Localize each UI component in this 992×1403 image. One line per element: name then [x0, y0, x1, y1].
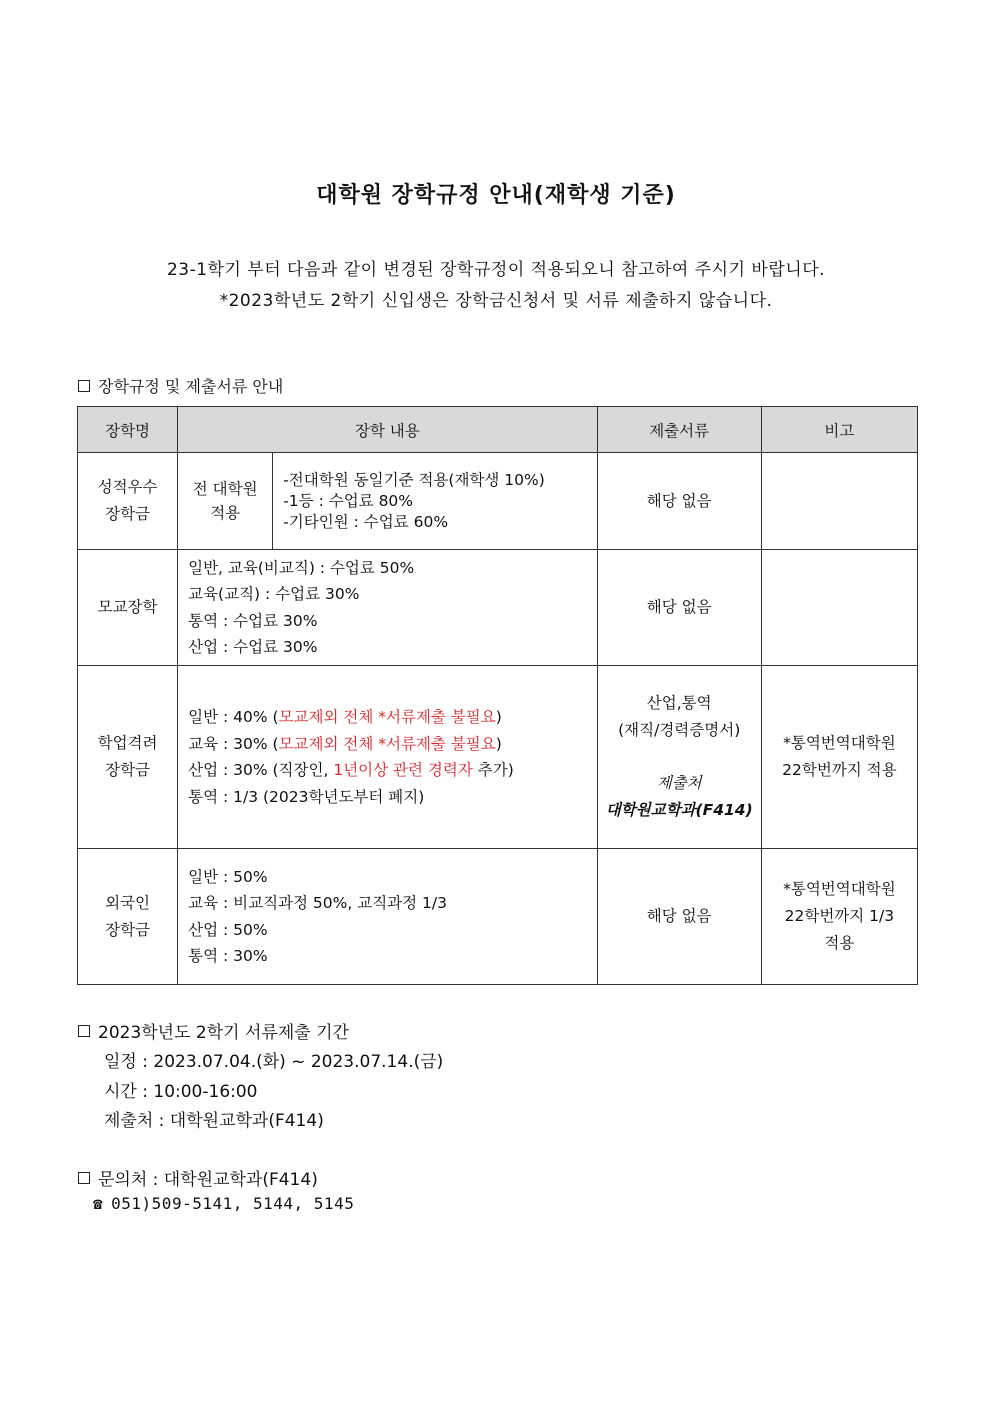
page-title: 대학원 장학규정 안내(재학생 기준): [316, 183, 676, 208]
content-line: 통역 : 1/3 (2023학년도부터 폐지): [188, 787, 425, 806]
docs-cell: [597, 666, 761, 849]
content-line: 통역 : 30%: [188, 947, 268, 965]
name-line: 장학금: [105, 761, 151, 779]
scholarship-name: [78, 453, 178, 550]
phone-numbers: 051)509-5141, 5144, 5145: [111, 1194, 355, 1213]
header-note: 비고: [761, 407, 917, 453]
docs-cell: 해당 없음: [597, 453, 761, 550]
table-header-row: [78, 407, 918, 453]
section-guide-title: 장학규정 및 제출서류 안내: [98, 377, 284, 396]
content-cell: [178, 849, 597, 985]
content-cell: [178, 666, 597, 849]
header-name: 장학명: [78, 407, 178, 453]
name-line: 장학금: [105, 505, 151, 523]
note-cell: [761, 849, 917, 985]
time-text: 시간 : 10:00-16:00: [104, 1082, 258, 1102]
content-cell: [273, 453, 597, 550]
empty-square-icon: [78, 1025, 90, 1037]
section-guide-heading: [78, 374, 283, 397]
name-line: 성적우수: [97, 478, 158, 496]
content-cell: [178, 550, 597, 666]
notice-line-1: 23-1학기 부터 다음과 같이 변경된 장학규정이 적용되오니 참고하여 주시기 바랍니다.: [166, 260, 826, 280]
content-line: 교육 : 비교직과정 50%, 교직과정 1/3: [188, 894, 447, 912]
name-line: 장학금: [105, 920, 151, 939]
scholarship-name: 모교장학: [78, 550, 178, 666]
docs-line: 산업,통역: [646, 694, 712, 712]
telephone-icon: ☎: [93, 1194, 104, 1213]
name-line: 학업격려: [97, 734, 158, 752]
docs-line: 제출처: [656, 774, 702, 792]
spacer: [598, 744, 761, 770]
table-row: [78, 453, 918, 550]
section-period-title: 2023학년도 2학기 서류제출 기간: [98, 1023, 349, 1043]
table-row: [78, 666, 918, 849]
table-row: [78, 550, 918, 666]
section-contact-title: 문의처 : 대학원교학과(F414): [98, 1170, 318, 1190]
submit-to-text: 제출처 : 대학원교학과(F414): [104, 1111, 324, 1131]
scope-line: 적용: [210, 504, 241, 522]
note-cell: [761, 666, 917, 849]
content-line: 통역 : 수업료 30%: [188, 611, 318, 630]
highlight-text: 모교제외 전체 *서류제출 불필요: [278, 708, 496, 726]
content-line: 산업 : 50%: [188, 920, 268, 939]
content-line: -기타인원 : 수업료 60%: [283, 512, 449, 531]
content-line: 교육 : 30% (모교제외 전체 *서류제출 불필요): [188, 734, 502, 753]
scope-line: 전 대학원: [192, 480, 258, 498]
content-line: 교육(교직) : 수업료 30%: [188, 585, 360, 603]
highlight-text: 모교제외 전체 *서류제출 불필요: [278, 734, 496, 753]
docs-line: 대학원교학과(F414): [605, 801, 753, 819]
docs-cell: 해당 없음: [597, 849, 761, 985]
section-period-heading: [78, 1018, 349, 1043]
note-line: 적용: [824, 934, 855, 952]
content-line: -전대학원 동일기준 적용(재학생 10%): [283, 470, 545, 489]
header-docs: 제출서류: [597, 407, 761, 453]
docs-line: (재직/경력증명서): [618, 721, 741, 739]
header-content: 장학 내용: [178, 407, 597, 453]
empty-square-icon: [78, 1172, 90, 1184]
note-cell: [761, 453, 917, 550]
content-line: 산업 : 수업료 30%: [188, 638, 318, 656]
empty-square-icon: [78, 380, 90, 392]
highlight-text: 1년이상 관련 경력자: [333, 761, 473, 779]
section-contact-heading: [78, 1165, 318, 1190]
scholarship-table: [77, 406, 918, 985]
content-line: 일반, 교육(비교직) : 수업료 50%: [188, 558, 415, 577]
content-line: -1등 : 수업료 80%: [283, 491, 414, 510]
table-row: [78, 849, 918, 985]
notice-line-2: *2023학년도 2학기 신입생은 장학금신청서 및 서류 제출하지 않습니다.: [219, 291, 773, 311]
docs-cell: 해당 없음: [597, 550, 761, 666]
note-line: *통역번역대학원: [783, 880, 896, 898]
note-cell: [761, 550, 917, 666]
scholarship-name: [78, 849, 178, 985]
scope-cell: [178, 453, 273, 550]
note-line: *통역번역대학원: [783, 734, 896, 752]
note-line: 22학번까지 1/3: [784, 907, 895, 925]
schedule-text: 일정 : 2023.07.04.(화) ~ 2023.07.14.(금): [104, 1052, 444, 1072]
content-line: 일반 : 50%: [188, 867, 268, 886]
content-line: 산업 : 30% (직장인, 1년이상 관련 경력자 추가): [188, 761, 514, 779]
name-line: 외국인: [105, 893, 151, 912]
note-line: 22학번까지 적용: [782, 761, 897, 779]
content-line: 일반 : 40% (모교제외 전체 *서류제출 불필요): [188, 708, 502, 726]
scholarship-name: [78, 666, 178, 849]
phone-line: [93, 1194, 354, 1213]
